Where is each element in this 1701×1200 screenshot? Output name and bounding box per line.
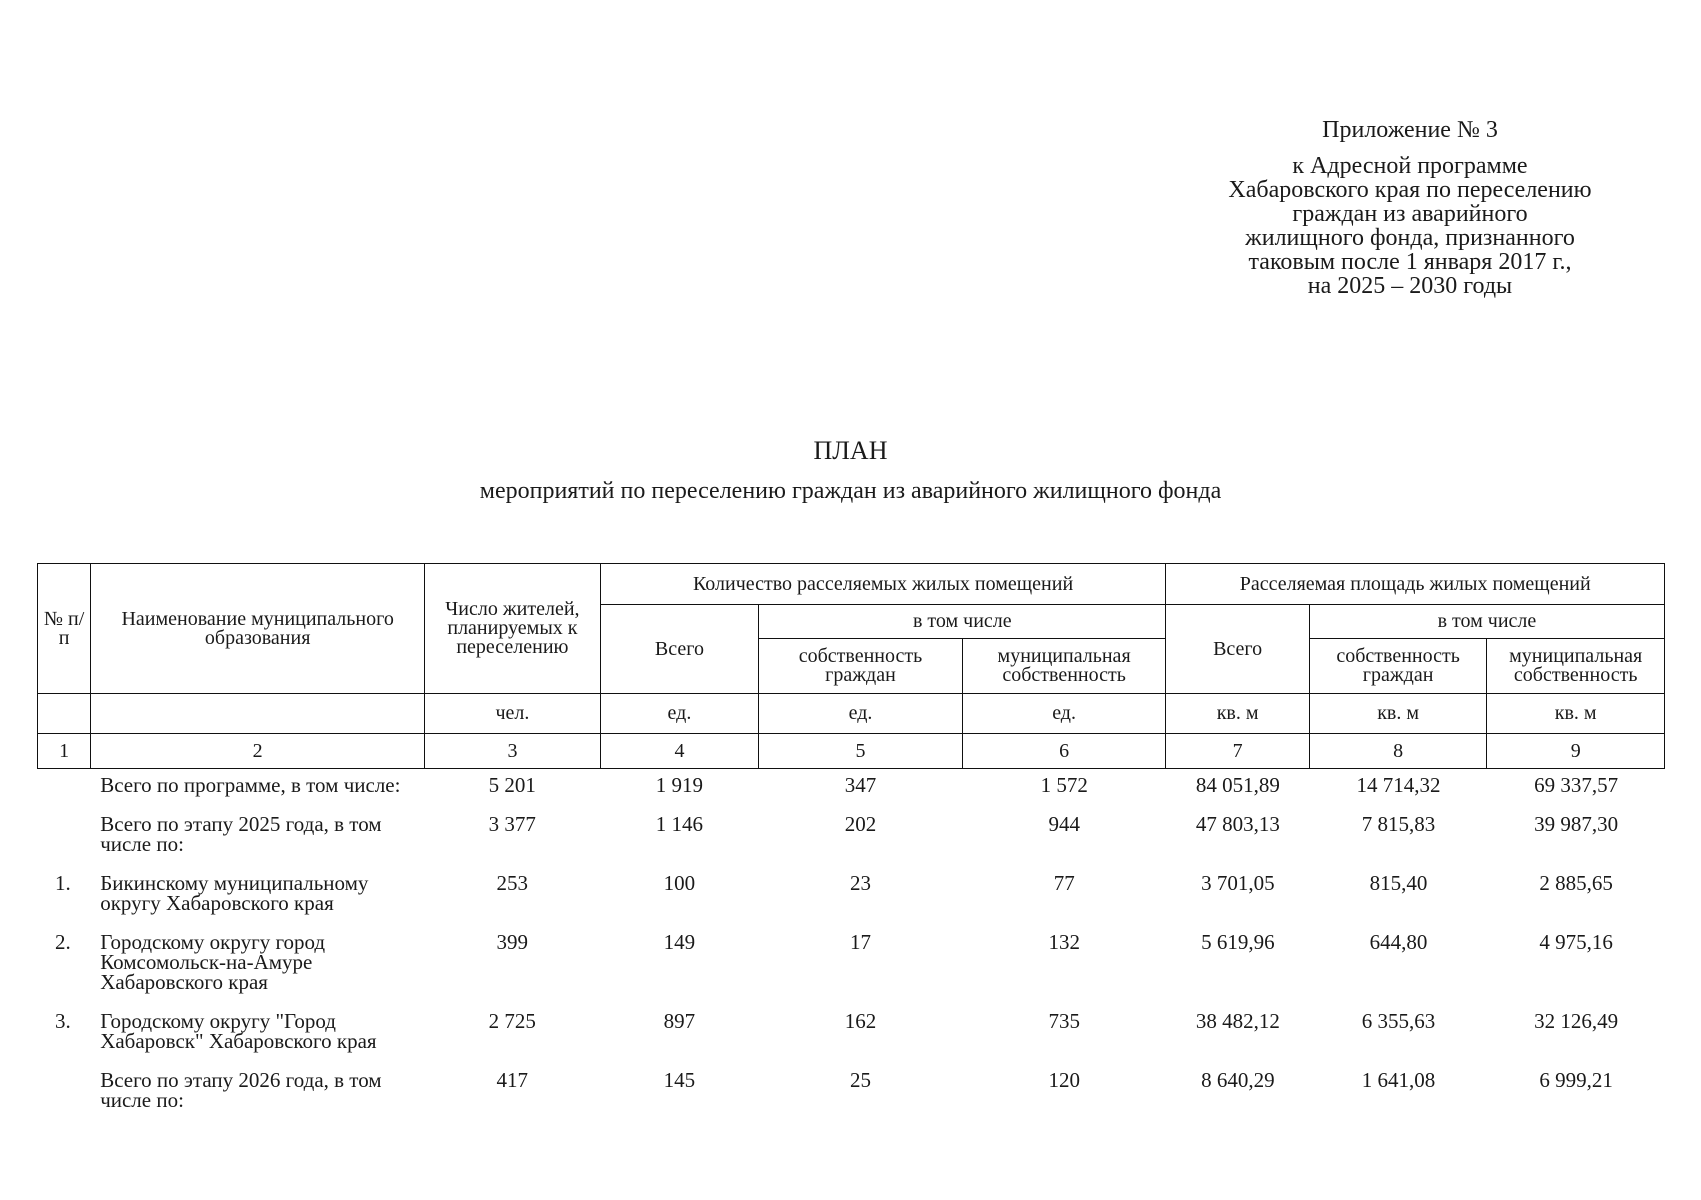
row-area-municipal: 39 987,30 xyxy=(1534,812,1619,836)
row-rooms-municipal: 1 572 xyxy=(1040,773,1088,797)
unit-rooms-municipal: ед. xyxy=(962,694,1166,734)
table-header xyxy=(37,563,1665,769)
row-rooms-municipal: 735 xyxy=(1048,1009,1080,1033)
appendix-title: Приложение № 3 xyxy=(1322,117,1498,143)
row-residents: 253 xyxy=(496,871,528,895)
appendix-line: жилищного фонда, признанного xyxy=(1245,225,1575,251)
row-area-total: 38 482,12 xyxy=(1195,1009,1280,1033)
plan-title: ПЛАН xyxy=(813,436,888,465)
header-rooms-group: Количество расселяемых жилых помещений xyxy=(600,564,1166,605)
table-row xyxy=(37,925,1665,1004)
row-rooms-citizens: 23 xyxy=(850,871,871,895)
row-residents: 5 201 xyxy=(488,773,536,797)
row-name: Городскому округу город Комсомольск-на-Амуре Хабаровского края xyxy=(100,930,326,994)
table-body xyxy=(37,768,1665,1122)
row-num xyxy=(37,1063,90,1122)
row-rooms-municipal: 944 xyxy=(1048,812,1080,836)
row-num xyxy=(37,768,90,807)
header-area-group: Расселяемая площадь жилых помещений xyxy=(1166,564,1665,605)
unit-area-municipal: кв. м xyxy=(1487,694,1665,734)
header-residents: Число жителей, планируемых к переселению xyxy=(425,564,601,694)
appendix-block xyxy=(1180,118,1640,298)
table-row xyxy=(37,1063,1665,1122)
row-area-citizens: 815,40 xyxy=(1369,871,1428,895)
appendix-line: таковым после 1 января 2017 г., xyxy=(1248,249,1572,275)
row-rooms-total: 149 xyxy=(663,930,696,954)
row-area-citizens: 6 355,63 xyxy=(1361,1009,1436,1033)
row-num: 1. xyxy=(55,871,71,895)
col-number: 9 xyxy=(1487,734,1665,769)
row-area-municipal: 6 999,21 xyxy=(1539,1068,1613,1092)
row-name: Городскому округу "Город Хабаровск" Хабаровского края xyxy=(100,1009,377,1053)
row-name: Всего по программе, в том числе: xyxy=(100,773,401,797)
row-name: Бикинскому муниципальному округу Хабаровского края xyxy=(100,871,369,915)
row-residents: 399 xyxy=(496,930,528,954)
appendix-line: к Адресной программе xyxy=(1292,153,1528,179)
table-row xyxy=(37,768,1665,807)
row-residents: 2 725 xyxy=(488,1009,536,1033)
row-rooms-citizens: 347 xyxy=(844,773,877,797)
row-area-municipal: 2 885,65 xyxy=(1539,871,1613,895)
row-rooms-municipal: 132 xyxy=(1048,930,1080,954)
row-num: 3. xyxy=(55,1009,71,1033)
unit-rooms-citizens: ед. xyxy=(759,694,963,734)
row-area-total: 47 803,13 xyxy=(1195,812,1280,836)
header-rooms-total: Всего xyxy=(600,605,758,694)
unit-area-total: кв. м xyxy=(1166,694,1309,734)
row-area-citizens: 7 815,83 xyxy=(1361,812,1436,836)
header-area-total: Всего xyxy=(1166,605,1309,694)
row-name: Всего по этапу 2025 года, в том числе по: xyxy=(100,812,382,856)
appendix-line: Хабаровского края по переселению xyxy=(1228,177,1592,203)
row-num xyxy=(37,807,90,866)
row-residents: 417 xyxy=(496,1068,528,1092)
header-rooms-municipal: муниципальная собственность xyxy=(962,639,1166,694)
col-number: 6 xyxy=(962,734,1166,769)
row-area-total: 8 640,29 xyxy=(1201,1068,1275,1092)
header-rooms-citizens: собственность граждан xyxy=(759,639,963,694)
col-number: 2 xyxy=(91,734,425,769)
row-area-municipal: 69 337,57 xyxy=(1534,773,1619,797)
row-rooms-municipal: 120 xyxy=(1048,1068,1080,1092)
row-area-municipal: 4 975,16 xyxy=(1539,930,1613,954)
unit-cell xyxy=(91,694,425,734)
appendix-line: на 2025 – 2030 годы xyxy=(1307,273,1513,299)
row-area-municipal: 32 126,49 xyxy=(1534,1009,1619,1033)
plan-subtitle: мероприятий по переселению граждан из аварийного жилищного фонда xyxy=(479,478,1222,504)
header-name: Наименование муниципального образования xyxy=(91,564,425,694)
row-rooms-citizens: 162 xyxy=(844,1009,877,1033)
row-name: Всего по этапу 2026 года, в том числе по: xyxy=(100,1068,382,1112)
row-num: 2. xyxy=(55,930,71,954)
row-rooms-total: 897 xyxy=(663,1009,696,1033)
header-rooms-incl: в том числе xyxy=(759,605,1166,639)
row-area-total: 5 619,96 xyxy=(1201,930,1275,954)
row-area-citizens: 1 641,08 xyxy=(1361,1068,1436,1092)
col-number: 4 xyxy=(600,734,758,769)
row-rooms-total: 100 xyxy=(663,871,696,895)
col-number: 8 xyxy=(1309,734,1487,769)
row-area-total: 84 051,89 xyxy=(1195,773,1280,797)
header-num: № п/п xyxy=(38,564,91,694)
table-row xyxy=(37,1004,1665,1063)
unit-people: чел. xyxy=(425,694,601,734)
table-row xyxy=(37,866,1665,925)
row-rooms-total: 1 919 xyxy=(655,773,703,797)
row-area-citizens: 644,80 xyxy=(1369,930,1428,954)
header-area-incl: в том числе xyxy=(1309,605,1664,639)
appendix-line: граждан из аварийного xyxy=(1292,201,1528,227)
unit-cell xyxy=(38,694,91,734)
unit-rooms-total: ед. xyxy=(600,694,758,734)
row-residents: 3 377 xyxy=(488,812,536,836)
row-rooms-total: 1 146 xyxy=(655,812,703,836)
row-area-total: 3 701,05 xyxy=(1201,871,1275,895)
header-area-municipal: муниципальная собственность xyxy=(1487,639,1665,694)
row-rooms-citizens: 25 xyxy=(850,1068,871,1092)
row-rooms-citizens: 17 xyxy=(850,930,871,954)
row-area-citizens: 14 714,32 xyxy=(1356,773,1441,797)
col-number: 3 xyxy=(425,734,601,769)
col-number: 7 xyxy=(1166,734,1309,769)
row-rooms-municipal: 77 xyxy=(1053,871,1075,895)
row-rooms-citizens: 202 xyxy=(844,812,877,836)
table-row xyxy=(37,807,1665,866)
row-rooms-total: 145 xyxy=(663,1068,696,1092)
col-number: 5 xyxy=(759,734,963,769)
unit-area-citizens: кв. м xyxy=(1309,694,1487,734)
col-number: 1 xyxy=(38,734,91,769)
header-area-citizens: собственность граждан xyxy=(1309,639,1487,694)
